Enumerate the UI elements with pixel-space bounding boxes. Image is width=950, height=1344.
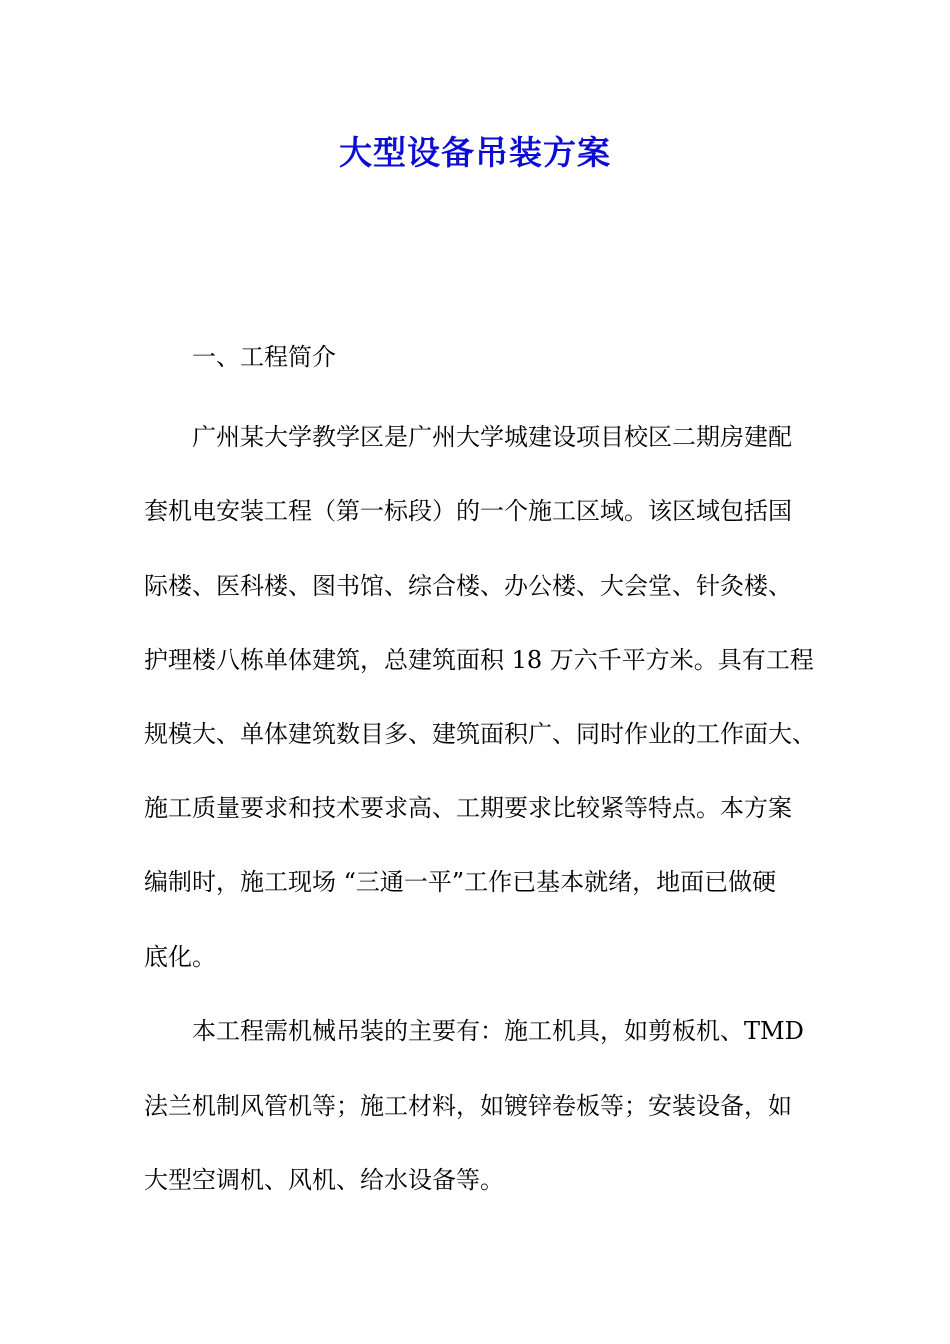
paragraph-line: 底化。 [144,943,216,971]
document-title: 大型设备吊装方案 [339,133,611,172]
paragraph-line: 规模大、单体建筑数目多、建筑面积广、同时作业的工作面大、 [144,720,816,748]
paragraph-line: 际楼、医科楼、图书馆、综合楼、办公楼、大会堂、针灸楼、 [144,572,792,600]
paragraph-line: 护理楼八栋单体建筑，总建筑面积 18 万六千平方米。具有工程 [144,646,814,674]
paragraph-line: 编制时，施工现场 “三通一平”工作已基本就绪，地面已做硬 [144,868,777,896]
paragraph-line: 广州某大学教学区是广州大学城建设项目校区二期房建配 [192,423,792,451]
paragraph-line: 套机电安装工程（第一标段）的一个施工区域。该区域包括国 [144,497,792,525]
paragraph-line: 施工质量要求和技术要求高、工期要求比较紧等特点。本方案 [144,794,792,822]
paragraph-line: 大型空调机、风机、给水设备等。 [144,1166,504,1194]
paragraph-line: 本工程需机械吊装的主要有：施工机具，如剪板机、TMD [192,1017,804,1045]
section-heading: 一、工程简介 [192,343,336,371]
paragraph-line: 法兰机制风管机等；施工材料，如镀锌卷板等；安装设备，如 [144,1092,792,1120]
